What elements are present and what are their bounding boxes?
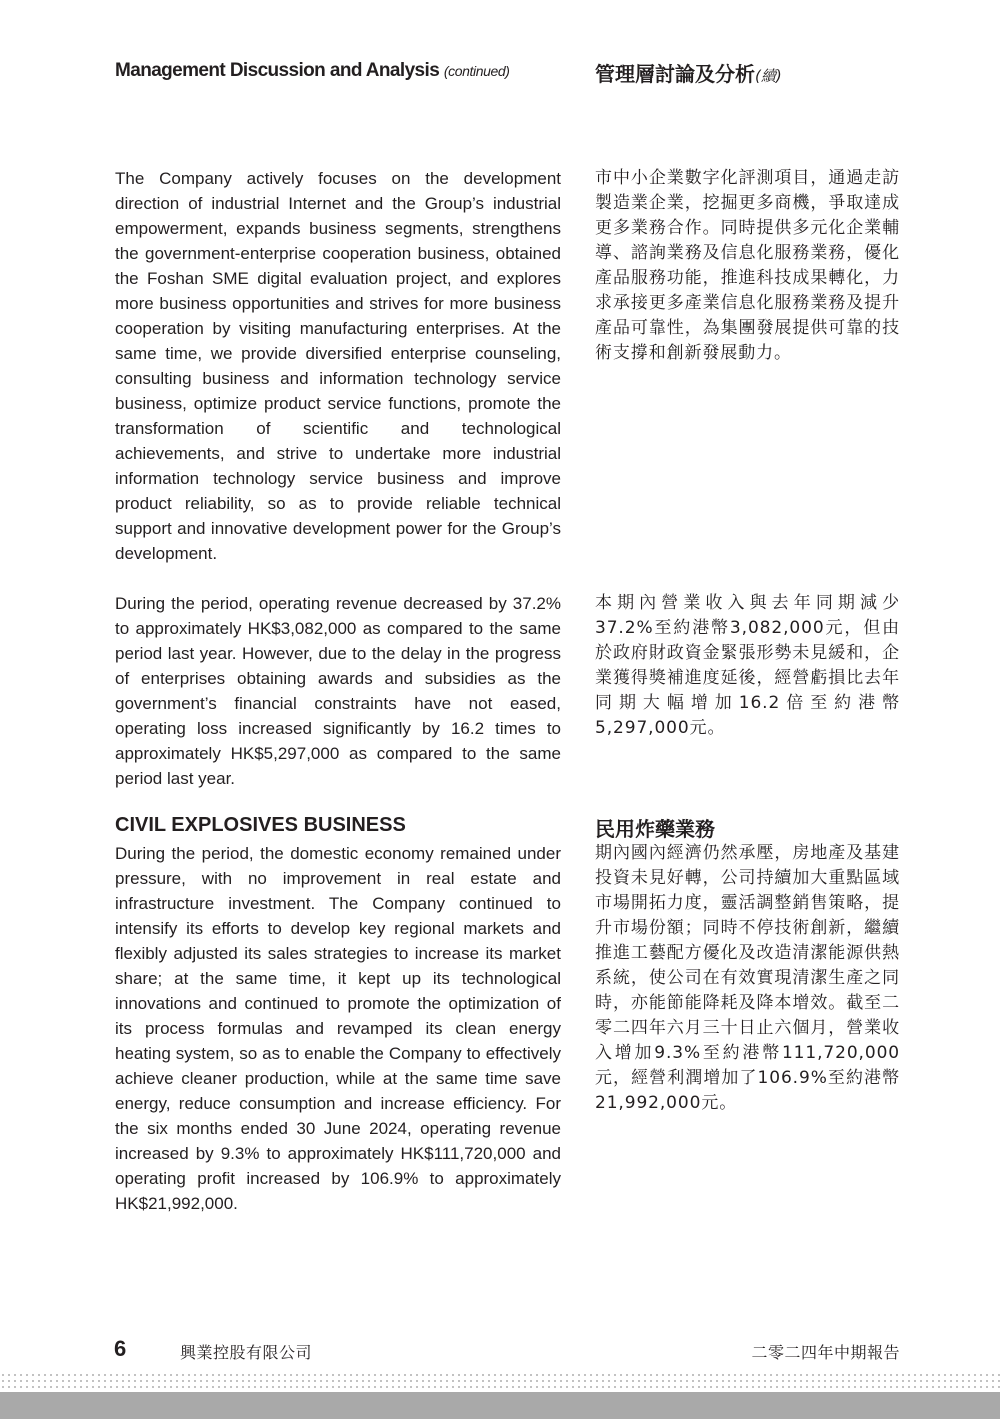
header-title-en: Management Discussion and Analysis xyxy=(115,60,440,81)
footer-band xyxy=(0,1392,1000,1419)
section-paragraph-zh: 期內國內經濟仍然承壓，房地產及基建投資未見好轉，公司持續加大重點區域市場開拓力度，靈活調整銷售策略，提升市場份額；同時不停技術創新，繼續推進工藝配方優化及改造清潔能源供熱系統，使公司在有效實現清潔生產之同時，亦能節能降耗及降本增效。截至二零二四年六月三十日止六個月，營業收入增加9.3%至約港幣111,720,000元，經營利潤增加了106.9%至約港幣21,992,000元。 xyxy=(595,843,900,1113)
paragraph-en-1: The Company actively focuses on the development direction of industrial Internet and the Group’s industrial empowerment, expands business segments, strengthens the government-enterprise cooperation business, obtained the Foshan SME digital evaluation project, and explores more business opportunities and strives for more business cooperation by visiting manufacturing enterprises. At the same time, we provide diversified enterprise counseling, consulting business and information technology service business, optimize product service functions, promote the transformation of scientific and technological achievements, and strive to undertake more industrial information technology service business and improve product reliability, so as to provide reliable technical support and innovative development power for the Group’s development. xyxy=(115,169,561,563)
header-continued-en: (continued) xyxy=(443,63,510,79)
paragraph-zh-1: 市中小企業數字化評測項目，通過走訪製造業企業，挖掘更多商機，爭取達成更多業務合作。同時提供多元化企業輔導、諮詢業務及信息化服務業務，優化產品服務功能，推進科技成果轉化，力求承接更多產業信息化服務業務及提升產品可靠性，為集團發展提供可靠的技術支撐和創新發展動力。 xyxy=(595,168,900,363)
section-paragraph-en: During the period, the domestic economy remained under pressure, with no improvement in real estate and infrastructure investment. The Company continued to intensify its efforts to develop key regional markets and flexibly adjusted its sales strategies to increase its market share; at the same time, it kept up its technological innovations and continued to promote the optimization of its process formulas and revamped its clean energy heating system, so as to enable the Company to effectively achieve cleaner production, while at the same time save energy, reduce consumption and increase efficiency. For the six months ended 30 June 2024, operating revenue increased by 9.3% to approximately HK$111,720,000 and operating profit increased by 106.9% to approximately HK$21,992,000. xyxy=(115,844,561,1213)
section-heading-zh: 民用炸藥業務 xyxy=(595,817,715,841)
running-header-english xyxy=(115,60,510,82)
footer-report-name: 二零二四年中期報告 xyxy=(751,1343,900,1362)
footer-company-name: 興業控股有限公司 xyxy=(180,1343,313,1362)
header-title-zh: 管理層討論及分析 xyxy=(595,62,755,86)
section-heading-en: CIVIL EXPLOSIVES BUSINESS xyxy=(115,814,406,836)
dotted-divider xyxy=(0,1372,1000,1392)
header-continued-zh: (續) xyxy=(755,67,782,85)
paragraph-zh-2: 本期內營業收入與去年同期減少37.2%至約港幣3,082,000元，但由於政府財政資金緊張形勢未見緩和，企業獲得獎補進度延後，經營虧損比去年同期大幅增加16.2倍至約港幣5,297,000元。 xyxy=(595,593,900,738)
paragraph-en-2: During the period, operating revenue decreased by 37.2% to approximately HK$3,082,000 as compared to the same period last year. However, due to the delay in the progress of enterprises obtaining awards and subsidies as the government’s financial constraints have not eased, operating loss increased significantly by 16.2 times to approximately HK$5,297,000 as compared to the same period last year. xyxy=(115,594,561,788)
page-number: 6 xyxy=(114,1336,127,1361)
running-header-chinese xyxy=(595,58,782,87)
